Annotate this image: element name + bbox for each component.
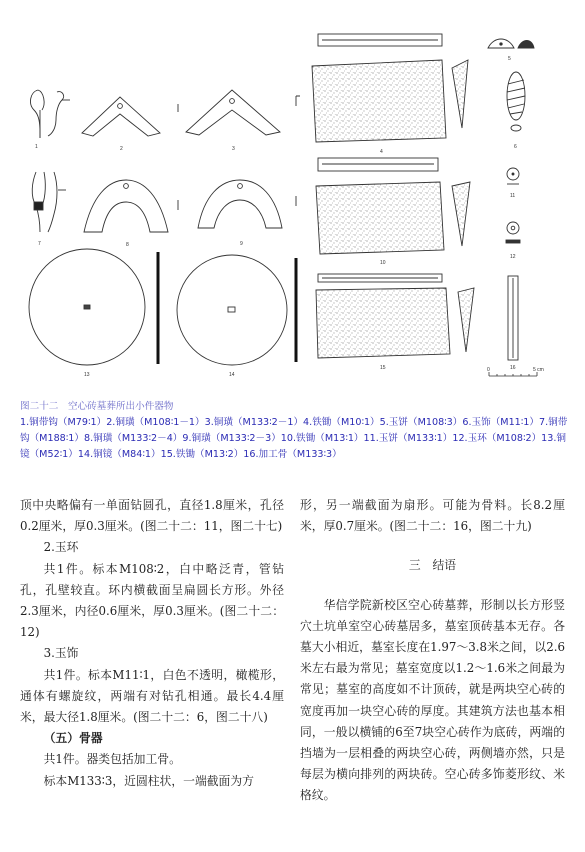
figure-caption [20,399,568,463]
label-12: 12 [510,254,516,260]
caption-title: 图二十二 空心砖墓葬所出小件器物 [20,401,174,412]
belt-hook-7-drawing [32,172,66,232]
iron-hoe-15-drawing [316,274,474,358]
heading-conclusion: 三 结语 [408,558,457,573]
jade-ring-12-drawing [506,222,520,243]
label-1: 1 [35,144,38,150]
label-11: 11 [510,193,516,199]
huang-2-drawing [82,97,178,136]
right-p2: 华信学院新校区空心砖墓葬，形制以长方形竖穴土坑单室空心砖墓居多，墓室顶砖基本无存。各墓大小相近，墓室长度在1.97～3.8米之间，以2.6米左右最为常见；墓室宽度以1.2～1.6米之间最为常见；墓室的高度如不计顶砖，就是两块空心砖的宽度再加一块空心砖的厚度。其建筑方法也基本相同，一般以横铺的6至7块空心砖作为底砖，两端的挡墙为一层相叠的两块空心砖，两侧墙亦然，只是每层为横向排列的两块砖。空心砖多饰菱形纹、米格纹。 [300,597,565,803]
iron-hoe-10-drawing [316,158,470,254]
label-7: 7 [38,241,41,247]
left-p1: 顶中央略偏有一单面钻圆孔，直径1.8厘米，孔径0.2厘米，厚0.3厘米。(图二十二：11，图二十七) [20,498,284,534]
label-16: 16 [510,365,516,371]
label-2: 2 [120,146,123,152]
caption-items: 1.铜带钩（M79∶1）2.铜璜（M108∶1－1）3.铜璜（M133∶2－1）4.铁锄（M10∶1）5.玉饼（M108∶3）6.玉饰（M11∶1）7.铜带钩（M188∶1）8.铜璜（M133∶2－4）9.铜璜（M133∶2－3）10.铁锄（M13∶1）11.玉饼（M133∶1）12.玉环（M108∶2）13.铜镜（M52∶1）14.铜镜（M84∶1）15.铁锄（M13∶2）16.加工骨（M133∶3） [20,417,568,460]
jade-cake-11-drawing [507,168,519,184]
belt-hook-1-drawing [31,90,70,138]
heading-jade-ring: 2.玉环 [43,540,79,555]
huang-8-drawing [84,180,178,232]
label-10: 10 [380,260,386,266]
jade-ornament-6-drawing [507,72,525,131]
label-14: 14 [229,372,235,378]
left-p3: 共1件。标本M11∶1，白色不透明，橄榄形，通体有螺旋纹，两端有对钻孔相通。最长4.4厘米，最大径1.8厘米。(图二十二：6，图二十八) [20,667,284,725]
label-8: 8 [126,242,129,248]
left-p5: 标本M133∶3，近圆柱状，一端截面为方 [43,773,254,788]
huang-3-drawing [186,90,300,135]
label-4: 4 [380,149,383,155]
label-3: 3 [232,146,235,152]
left-p2: 共1件。标本M108∶2，白中略泛青，管钻孔，孔壁较直。环内横截面呈扁圆长方形。外径2.3厘米，内径0.6厘米，厚0.3厘米。(图二十二：12) [20,561,284,640]
left-column [20,495,284,792]
scale-zero: 0 [487,367,490,373]
right-p1: 形，另一端截面为扇形。可能为骨料。长8.2厘米，厚0.7厘米。(图二十二：16，图二十九) [300,498,565,534]
artifact-figure [0,0,585,395]
scale-bar [489,372,537,376]
heading-bone-artifacts: （五）骨器 [43,731,103,746]
label-13: 13 [84,372,90,378]
mirror-13-drawing [29,249,158,365]
mirror-14-drawing [177,255,296,365]
right-column [300,495,565,807]
left-p4: 共1件。器类包括加工骨。 [43,752,181,767]
label-9: 9 [240,241,243,247]
label-15: 15 [380,365,386,371]
huang-9-drawing [198,180,296,228]
scale-five: 5 cm [533,367,544,373]
label-5: 5 [508,56,511,62]
jade-cake-5-drawing [488,39,534,48]
label-6: 6 [514,144,517,150]
iron-hoe-4-drawing [312,34,468,142]
heading-jade-ornament: 3.玉饰 [43,646,79,661]
processed-bone-16-drawing [508,276,518,360]
